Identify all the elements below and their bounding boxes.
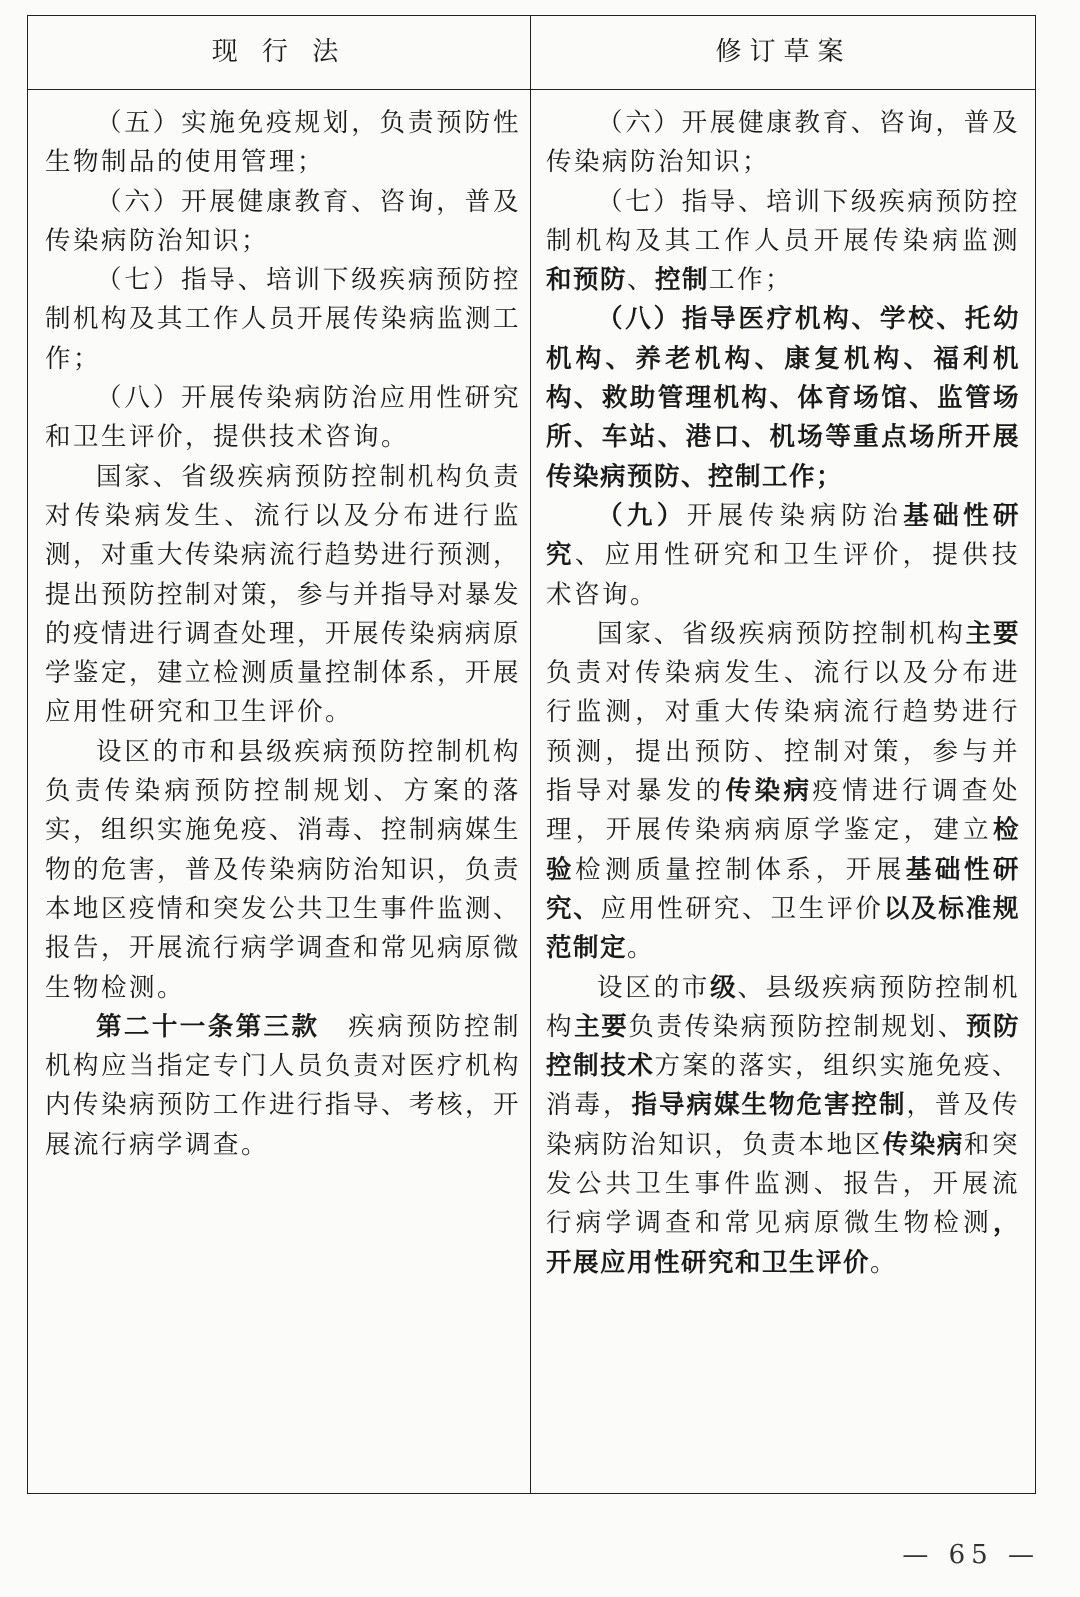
text-run: 开展传染病防治 xyxy=(686,500,904,531)
text-run: 疾病预防控制机构应当指定专门人员负责对医疗机构内传染病预防工作进行指导、考核，开展流行病学调查。 xyxy=(45,1011,522,1160)
right-paragraph xyxy=(546,615,1020,969)
text-run: 、县级疾病预防控制机构 xyxy=(546,972,1020,1042)
right-paragraph xyxy=(546,969,1020,1283)
text-run: 国家、省级疾病预防控制机构 xyxy=(597,618,966,649)
text-run: 。 xyxy=(870,1247,899,1278)
text-run: 方案的落实，组织实施免疫、消毒， xyxy=(546,1051,1020,1121)
bold-text-run: 第二十一条第三款 xyxy=(96,1011,320,1042)
right-paragraph xyxy=(546,300,1020,496)
bold-text-run: 传染病 xyxy=(882,1129,964,1160)
bold-text-run: 级 xyxy=(710,972,738,1003)
text-run: 负责传染病预防控制规划、 xyxy=(628,1011,966,1042)
table-header-row xyxy=(28,16,1035,90)
left-paragraph xyxy=(45,104,521,183)
text-run: 设区的市 xyxy=(597,972,711,1003)
right-paragraph xyxy=(546,104,1020,183)
text-run: 工作； xyxy=(709,265,794,296)
right-paragraph xyxy=(546,183,1020,301)
text-run: 设区的市和县级疾病预防控制机构负责传染病预防控制规划、方案的落实，组织实施免疫、消毒、控制病媒生物的危害，普及传染病防治知识，负责本地区疫情和突发公共卫生事件监测、报告，开展流行病学调查和常见病原微生物检测。 xyxy=(45,736,522,1003)
text-run: （五）实施免疫规划，负责预防性生物制品的使用管理； xyxy=(45,108,521,178)
bold-text-run: 以及标准规范制定 xyxy=(546,893,1020,964)
text-run: （六）开展健康教育、咨询，普及传染病防治知识； xyxy=(546,108,1020,178)
bold-text-run: 和预防 xyxy=(546,265,628,296)
text-run: 和突发公共卫生事件监测、报告，开展流行病学调查和常见病原微生物检测 xyxy=(546,1129,1020,1239)
bold-text-run: 基础性研究、 xyxy=(546,854,1020,924)
bold-text-run: 预防控制技术 xyxy=(546,1011,1020,1082)
text-run: （八）开展传染病防治应用性研究和卫生评价，提供技术咨询。 xyxy=(45,383,521,453)
column-divider xyxy=(530,16,531,1493)
bold-text-run: 主要 xyxy=(574,1011,629,1042)
left-paragraph xyxy=(45,1008,521,1165)
left-paragraph xyxy=(45,733,521,1008)
text-run: ，普及传染病防治知识，负责本地区 xyxy=(546,1090,1020,1160)
text-run: 负责对传染病发生、流行以及分布进行监测，对重大传染病流行趋势进行预测，提出预防、控制对策，参与并指导对暴发的 xyxy=(546,658,1020,807)
right-paragraph xyxy=(546,497,1020,615)
text-run: 国家、省级疾病预防控制机构负责对传染病发生、流行以及分布进行监测，对重大传染病流行趋势进行预测，提出预防控制对策，参与并指导对暴发的疫情进行调查处理，开展传染病病原学鉴定，建立检测质量控制体系，开展应用性研究和卫生评价。 xyxy=(45,461,522,728)
bold-text-run: 控制 xyxy=(655,265,710,296)
bold-text-run: 检验 xyxy=(546,815,1020,885)
bold-text-run: 指导病媒生物危害控制 xyxy=(631,1090,907,1121)
text-run: 检测质量控制体系，开展 xyxy=(575,854,906,885)
text-run: （六）开展健康教育、咨询，普及传染病防治知识； xyxy=(45,186,521,256)
bold-text-run: （八）指导医疗机构、学校、托幼机构、养老机构、康复机构、福利机构、救助管理机构、体育场馆、监管场所、车站、港口、机场等重点场所开展传染病预防、控制工作； xyxy=(546,304,1020,492)
text-run: 、 xyxy=(627,265,656,296)
text-run: 应用性研究、卫生评价 xyxy=(600,893,884,924)
left-paragraph xyxy=(45,458,521,733)
page-number: — 65 — xyxy=(902,1540,1040,1570)
text-run: 疫情进行调查处理，开展传染病病原学鉴定，建立 xyxy=(546,776,1020,846)
header-current-law: 现 行 法 xyxy=(211,37,347,67)
revision-draft-column xyxy=(546,104,1020,1283)
bold-text-run: 传染病 xyxy=(725,776,813,807)
left-paragraph xyxy=(45,183,521,262)
bold-text-run: ，开展应用性研究和卫生评价 xyxy=(546,1208,1020,1278)
bold-text-run: 主要 xyxy=(965,618,1020,649)
current-law-column xyxy=(45,104,521,1165)
text-run: 。 xyxy=(627,933,656,964)
bold-text-run: （九） xyxy=(597,500,687,531)
text-run: （七）指导、培训下级疾病预防控制机构及其工作人员开展传染病监测 xyxy=(546,186,1020,256)
comparison-table xyxy=(27,15,1036,1494)
bold-text-run: 基础性研究 xyxy=(546,500,1020,571)
left-paragraph xyxy=(45,261,521,379)
left-paragraph xyxy=(45,379,521,458)
header-revision-draft: 修订草案 xyxy=(715,37,852,67)
text-run: 、应用性研究和卫生评价，提供技术咨询。 xyxy=(546,540,1020,610)
text-run: （七）指导、培训下级疾病预防控制机构及其工作人员开展传染病监测工作； xyxy=(45,265,522,374)
